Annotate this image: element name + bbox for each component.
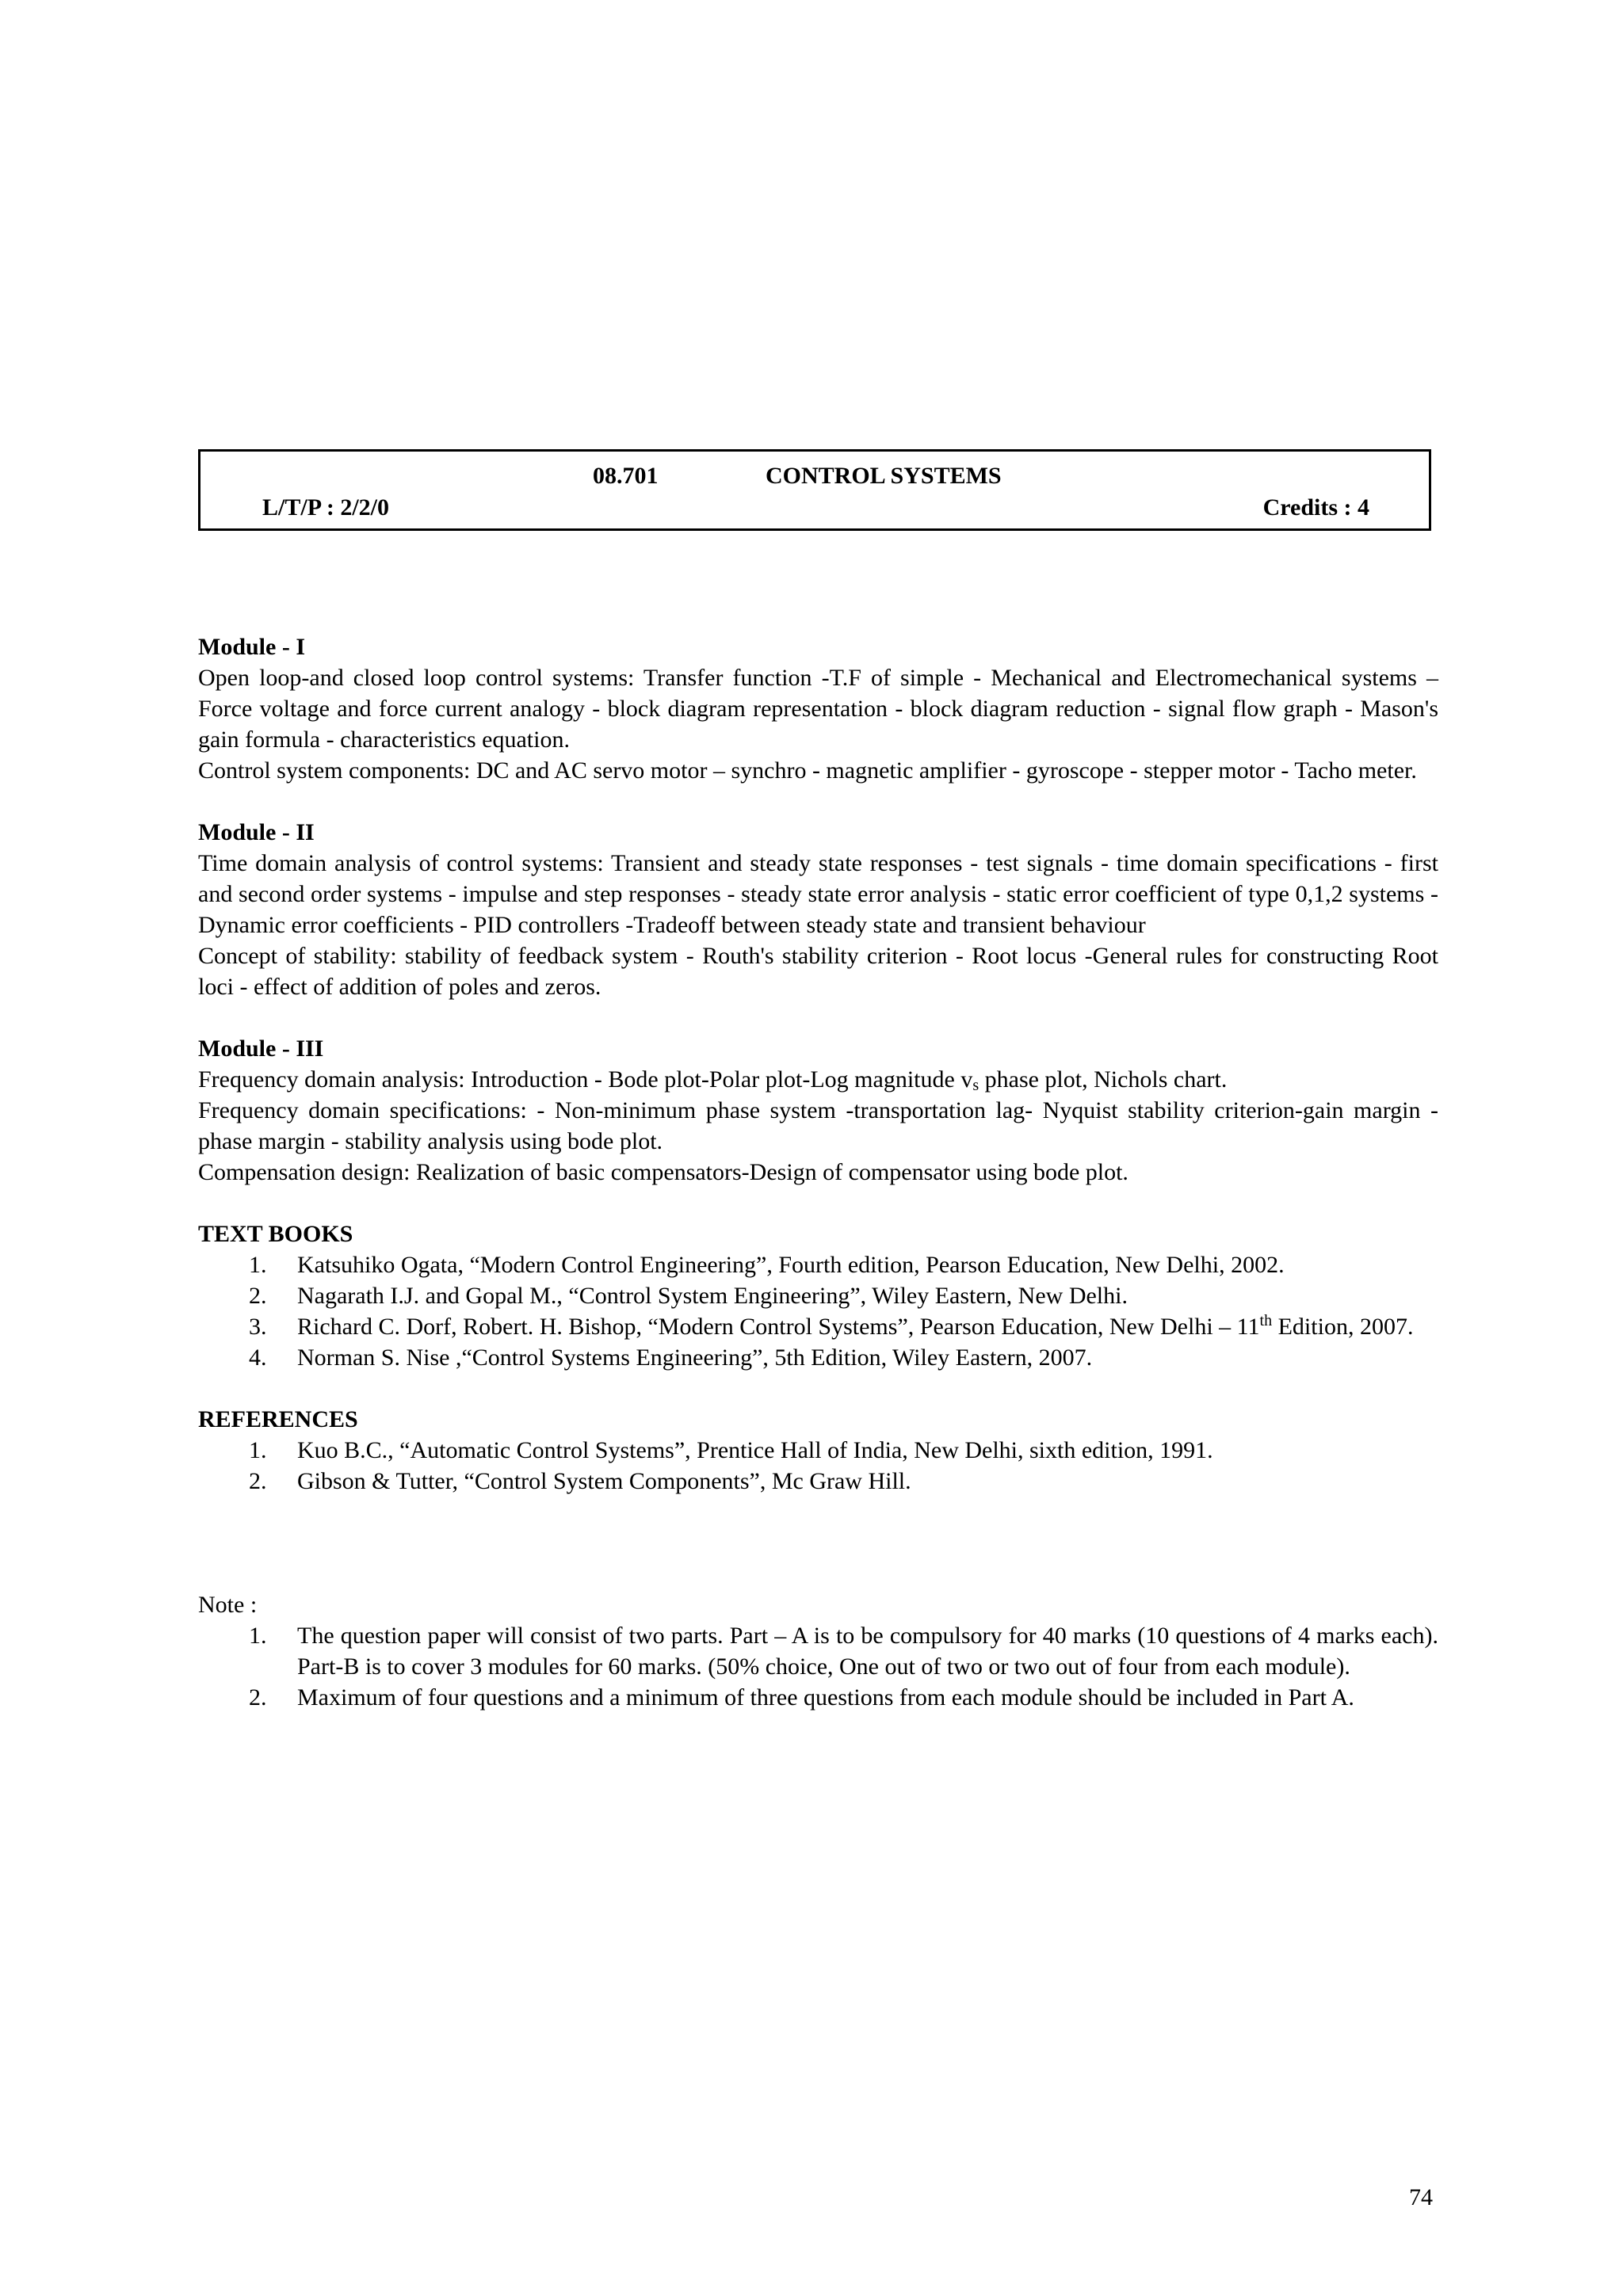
list-item: 2. Maximum of four questions and a minimum of three questions from each module should be included in Part A. xyxy=(249,1684,1354,1711)
text-books-heading: TEXT BOOKS xyxy=(198,1221,353,1247)
text-books-section xyxy=(198,1219,1438,1373)
course-title: CONTROL SYSTEMS xyxy=(766,463,1002,489)
list-item: 2. Nagarath I.J. and Gopal M., “Control System Engineering”, Wiley Eastern, New Delhi. xyxy=(249,1283,1128,1309)
module-paragraph: Open loop-and closed loop control systems: Transfer function -T.F of simple - Mechanical and Electromechanical systems – Force voltage and force current analogy - block diagram representation - block diagram reduction - signal flow graph - Mason's gain formula - characteristics equation. xyxy=(198,665,1438,753)
module-heading: Module - I xyxy=(198,634,305,660)
course-code: 08.701 xyxy=(593,463,659,489)
list-item: 1. Kuo B.C., “Automatic Control Systems”, Prentice Hall of India, New Delhi, sixth edition, 1991. xyxy=(249,1437,1213,1463)
syllabus-content xyxy=(198,631,1438,1713)
references-heading: REFERENCES xyxy=(198,1406,358,1432)
module-paragraph: Time domain analysis of control systems: Transient and steady state responses - test signals - time domain specifications - first and second order systems - impulse and step responses - steady state error analysis - static error coefficient of type 0,1,2 systems - Dynamic error coefficients - PID controllers -Tradeoff between steady state and transient behaviour xyxy=(198,850,1438,938)
module-heading: Module - III xyxy=(198,1035,324,1062)
note-list xyxy=(198,1620,1438,1713)
course-credits: Credits : 4 xyxy=(1262,494,1369,521)
module-paragraph: Frequency domain analysis: Introduction - Bode plot-Polar plot-Log magnitude $v_s$ phase plot, Nichols chart. xyxy=(198,1066,1228,1094)
module-1 xyxy=(198,631,1438,786)
references-section xyxy=(198,1404,1438,1497)
module-2 xyxy=(198,817,1438,1002)
module-3 xyxy=(198,1033,1438,1188)
module-paragraph: Frequency domain specifications: - Non-minimum phase system -transportation lag- Nyquist stability criterion-gain margin - phase margin - stability analysis using bode plot. xyxy=(198,1097,1438,1154)
text-books-list xyxy=(198,1249,1438,1373)
module-paragraph: Concept of stability: stability of feedback system - Routh's stability criterion - Root locus -General rules for constructing Root loci - effect of addition of poles and zeros. xyxy=(198,943,1438,1000)
ltp-hours: L/T/P : 2/2/0 xyxy=(262,494,390,521)
references-list xyxy=(198,1435,1438,1497)
module-heading: Module - II xyxy=(198,819,315,845)
list-item: 3. Richard C. Dorf, Robert. H. Bishop, “Modern Control Systems”, Pearson Education, New Delhi – 11th Edition, 2007. xyxy=(249,1312,1414,1340)
list-item: 1. Katsuhiko Ogata, “Modern Control Engineering”, Fourth edition, Pearson Education, New Delhi, 2002. xyxy=(249,1252,1285,1278)
list-item: 4. Norman S. Nise ,“Control Systems Engineering”, 5th Edition, Wiley Eastern, 2007. xyxy=(249,1344,1093,1371)
page-number: 74 xyxy=(1409,2184,1433,2210)
module-paragraph: Control system components: DC and AC servo motor – synchro - magnetic amplifier - gyroscope - stepper motor - Tacho meter. xyxy=(198,757,1417,784)
course-header-box xyxy=(198,449,1431,531)
note-label: Note : xyxy=(198,1592,258,1618)
list-item: 1. The question paper will consist of two parts. Part – A is to be compulsory for 40 marks (10 questions of 4 marks each). Part-B is to cover 3 modules for 60 marks. (50% choice, One out of two or two out of four from each module). xyxy=(249,1623,1438,1680)
note-section xyxy=(198,1589,1438,1713)
list-item: 2. Gibson & Tutter, “Control System Components”, Mc Graw Hill. xyxy=(249,1468,911,1494)
module-paragraph: Compensation design: Realization of basic compensators-Design of compensator using bode plot. xyxy=(198,1159,1128,1185)
